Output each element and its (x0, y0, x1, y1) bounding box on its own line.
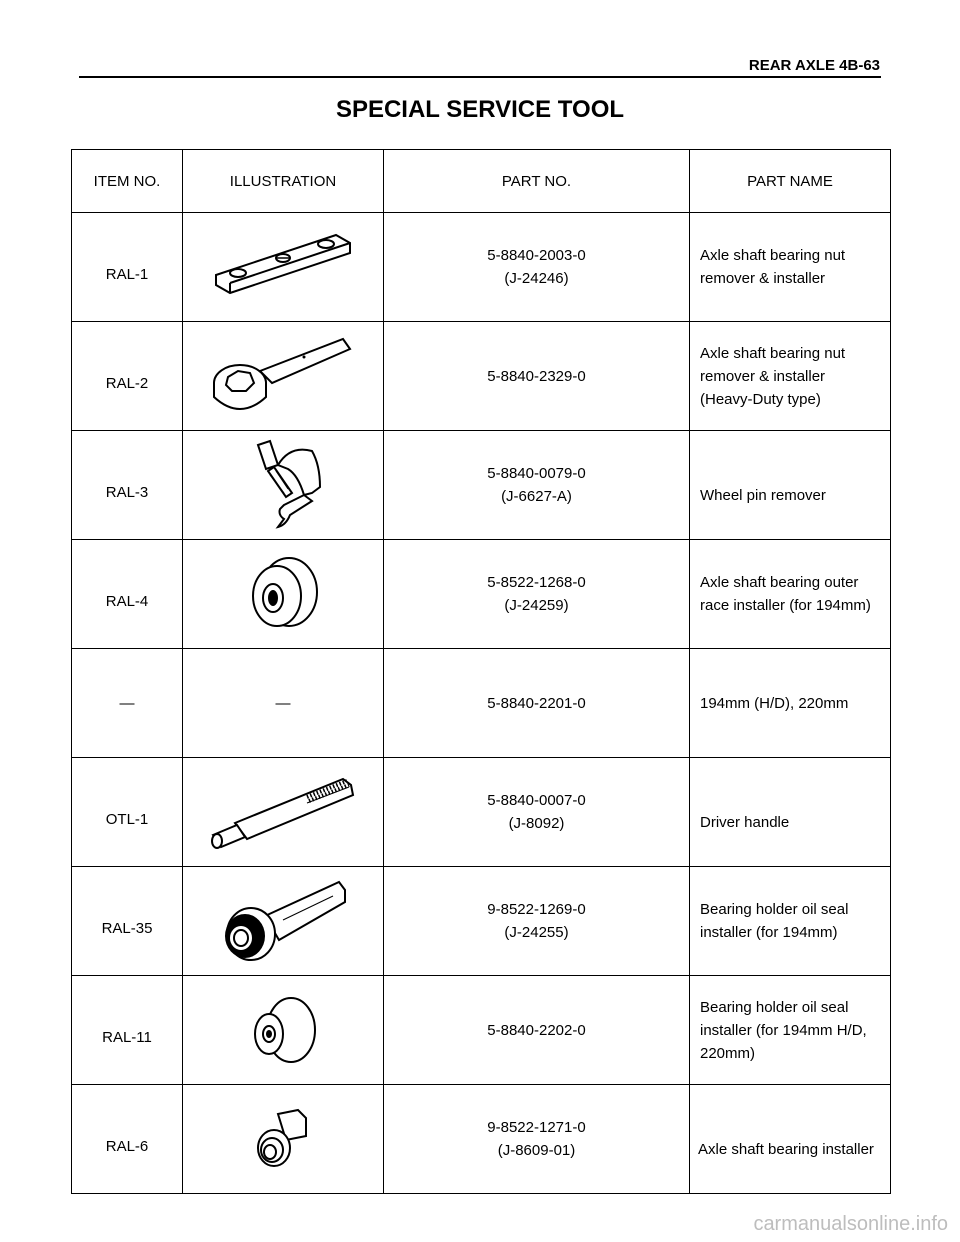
part-name-cell (690, 867, 891, 976)
part-name-line: Wheel pin remover (700, 486, 826, 504)
part-no-cell (384, 540, 690, 649)
part-name-cell (690, 213, 891, 322)
part-name-line: 220mm) (700, 1044, 756, 1062)
part-name-cell (690, 322, 891, 431)
part-name-line: (Heavy-Duty type) (700, 390, 821, 408)
wheel-pin-remover-icon (228, 435, 338, 535)
table-row (72, 758, 891, 867)
part-no-cell (384, 1085, 690, 1194)
table-row (72, 976, 891, 1085)
illustration-cell (183, 1085, 384, 1194)
item-no: RAL-35 (72, 867, 183, 976)
table-row (72, 322, 891, 431)
table-header-row (72, 150, 891, 213)
part-name-line: Axle shaft bearing nut (700, 344, 846, 362)
bearing-installer-adapter-icon (248, 1104, 318, 1174)
part-no-alt: (J-24259) (504, 597, 569, 614)
part-name-line: Axle shaft bearing outer (700, 574, 859, 591)
header-rule (79, 76, 881, 78)
part-name-cell (690, 976, 891, 1085)
part-name-line: Bearing holder oil seal (700, 901, 849, 918)
part-name-cell (690, 758, 891, 867)
col-header-item-no: ITEM NO. (72, 150, 183, 213)
part-no: 5-8840-2329-0 (487, 367, 586, 385)
illustration-cell (183, 976, 384, 1085)
item-no: RAL-1 (72, 213, 183, 322)
part-no-alt: (J-24255) (504, 924, 569, 941)
ring-wrench-icon (208, 331, 358, 421)
part-name-line: 194mm (H/D), 220mm (700, 694, 849, 712)
part-no-cell (384, 649, 690, 758)
table-row (72, 649, 891, 758)
illustration-cell (183, 540, 384, 649)
col-header-illustration: ILLUSTRATION (183, 150, 384, 213)
part-no: 5-8522-1268-0 (487, 574, 586, 591)
col-header-part-no: PART NO. (384, 150, 690, 213)
part-no: 5-8840-2202-0 (487, 1021, 586, 1039)
item-no: RAL-3 (72, 431, 183, 540)
part-no-cell (384, 976, 690, 1085)
running-header: REAR AXLE 4B-63 (748, 57, 880, 74)
illustration-cell (183, 431, 384, 540)
illustration-cell (183, 213, 384, 322)
watermark: carmanualsonline.info (753, 1213, 948, 1235)
oil-seal-disc-icon (243, 990, 323, 1070)
part-no-alt: (J-24246) (504, 270, 569, 287)
table-row (72, 540, 891, 649)
oil-seal-installer-icon (213, 876, 353, 966)
table-row (72, 431, 891, 540)
part-no-cell (384, 431, 690, 540)
driver-handle-icon (203, 767, 363, 857)
illustration-cell (183, 867, 384, 976)
part-no: 5-8840-2003-0 (487, 247, 586, 264)
table-row (72, 213, 891, 322)
part-name-cell (690, 1085, 891, 1194)
part-no-cell (384, 322, 690, 431)
bearing-nut-plate-icon (208, 227, 358, 307)
part-no-alt: (J-8609-01) (497, 1142, 576, 1159)
race-installer-disc-icon (243, 552, 323, 636)
tool-table (71, 149, 891, 1194)
part-no-cell (384, 867, 690, 976)
part-name-line: Bearing holder oil seal (700, 998, 849, 1016)
part-name-line: Driver handle (700, 813, 790, 831)
part-no: 5-8840-0007-0 (487, 792, 586, 809)
table-row (72, 1085, 891, 1194)
item-no: RAL-6 (72, 1085, 183, 1194)
illustration-cell (183, 649, 384, 758)
part-name-cell (690, 649, 891, 758)
page-title: SPECIAL SERVICE TOOL (335, 96, 625, 123)
part-name-line: race installer (for 194mm) (700, 597, 871, 614)
part-no-alt: (J-8092) (508, 815, 565, 832)
part-name-cell (690, 431, 891, 540)
item-no: RAL-4 (72, 540, 183, 649)
part-name-line: Axle shaft bearing nut (700, 247, 846, 264)
part-name-line: Axle shaft bearing installer (698, 1140, 874, 1158)
item-no: RAL-11 (72, 976, 183, 1085)
part-name-line: installer (for 194mm H/D, (700, 1021, 867, 1039)
item-no: OTL-1 (72, 758, 183, 867)
illustration-cell (183, 758, 384, 867)
part-no: 5-8840-0079-0 (487, 465, 586, 482)
part-no-alt: (J-6627-A) (501, 488, 572, 505)
part-no-cell (384, 758, 690, 867)
part-no-cell (384, 213, 690, 322)
table-row (72, 867, 891, 976)
illustration-dash: — (275, 694, 291, 712)
part-name-line: remover & installer (700, 270, 826, 287)
part-no: 5-8840-2201-0 (487, 694, 586, 712)
item-no: — (72, 649, 183, 758)
part-no: 9-8522-1269-0 (487, 901, 586, 918)
item-no: RAL-2 (72, 322, 183, 431)
illustration-cell (183, 322, 384, 431)
part-name-cell (690, 540, 891, 649)
col-header-part-name: PART NAME (690, 150, 891, 213)
part-name-line: installer (for 194mm) (700, 924, 838, 941)
part-name-line: remover & installer (700, 367, 826, 385)
part-no: 9-8522-1271-0 (487, 1119, 586, 1136)
